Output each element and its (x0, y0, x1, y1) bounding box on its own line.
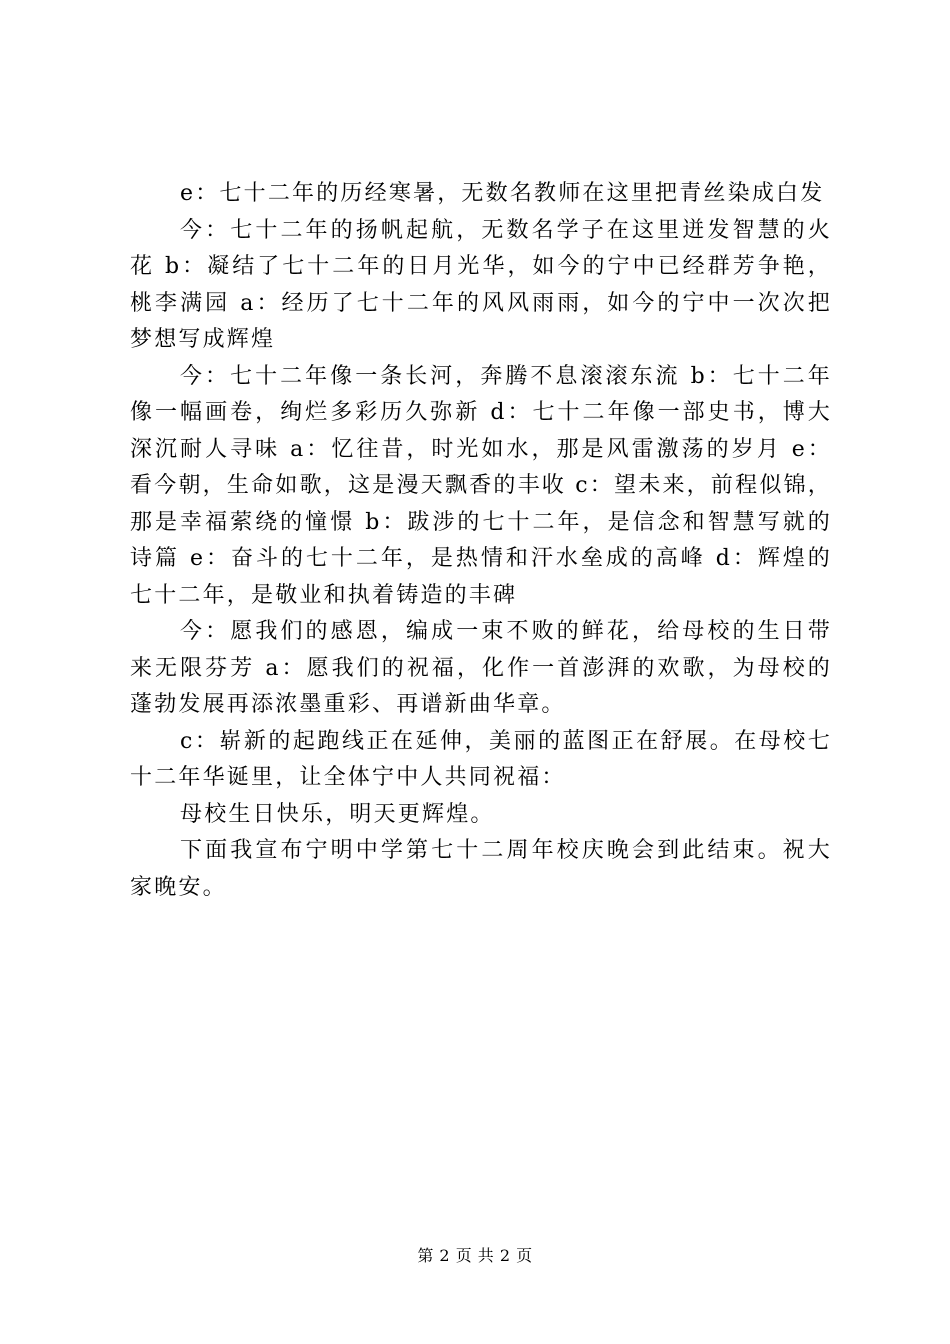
document-body (130, 176, 832, 906)
paragraph-3: 今：七十二年像一条长河，奔腾不息滚滚东流 b：七十二年像一幅画卷，绚烂多彩历久弥新 d：七十二年像一部史书，博大深沉耐人寻味 a：忆往昔，时光如水，那是风雷激荡的岁月 e：看今朝，生命如歌，这是漫天飘香的丰收 c：望未来，前程似锦，那是幸福萦绕的憧憬 b：跋涉的七十二年，是信念和智慧写就的诗篇 e：奋斗的七十二年，是热情和汗水垒成的高峰 d：辉煌的七十二年，是敬业和执着铸造的丰碑 (130, 363, 832, 608)
paragraph-7: 下面我宣布宁明中学第七十二周年校庆晚会到此结束。祝大家晚安。 (130, 838, 832, 900)
paragraph-5: c：崭新的起跑线正在延伸，美丽的蓝图正在舒展。在母校七十二年华诞里，让全体宁中人共同祝福： (130, 728, 832, 790)
paragraph-1: e：七十二年的历经寒暑，无数名教师在这里把青丝染成白发 (180, 181, 825, 206)
paragraph-2: 今：七十二年的扬帆起航，无数名学子在这里迸发智慧的火花 b：凝结了七十二年的日月光华，如今的宁中已经群芳争艳，桃李满园 a：经历了七十二年的风风雨雨，如今的宁中一次次把梦想写成辉煌 (130, 217, 832, 352)
page-number-footer: 第 2 页 共 2 页 (417, 1246, 533, 1265)
paragraph-6: 母校生日快乐，明天更辉煌。 (180, 801, 495, 827)
paragraph-4: 今：愿我们的感恩，编成一束不败的鲜花，给母校的生日带来无限芬芳 a：愿我们的祝福，化作一首澎湃的欢歌，为母校的蓬勃发展再添浓墨重彩、再谱新曲华章。 (130, 619, 832, 717)
